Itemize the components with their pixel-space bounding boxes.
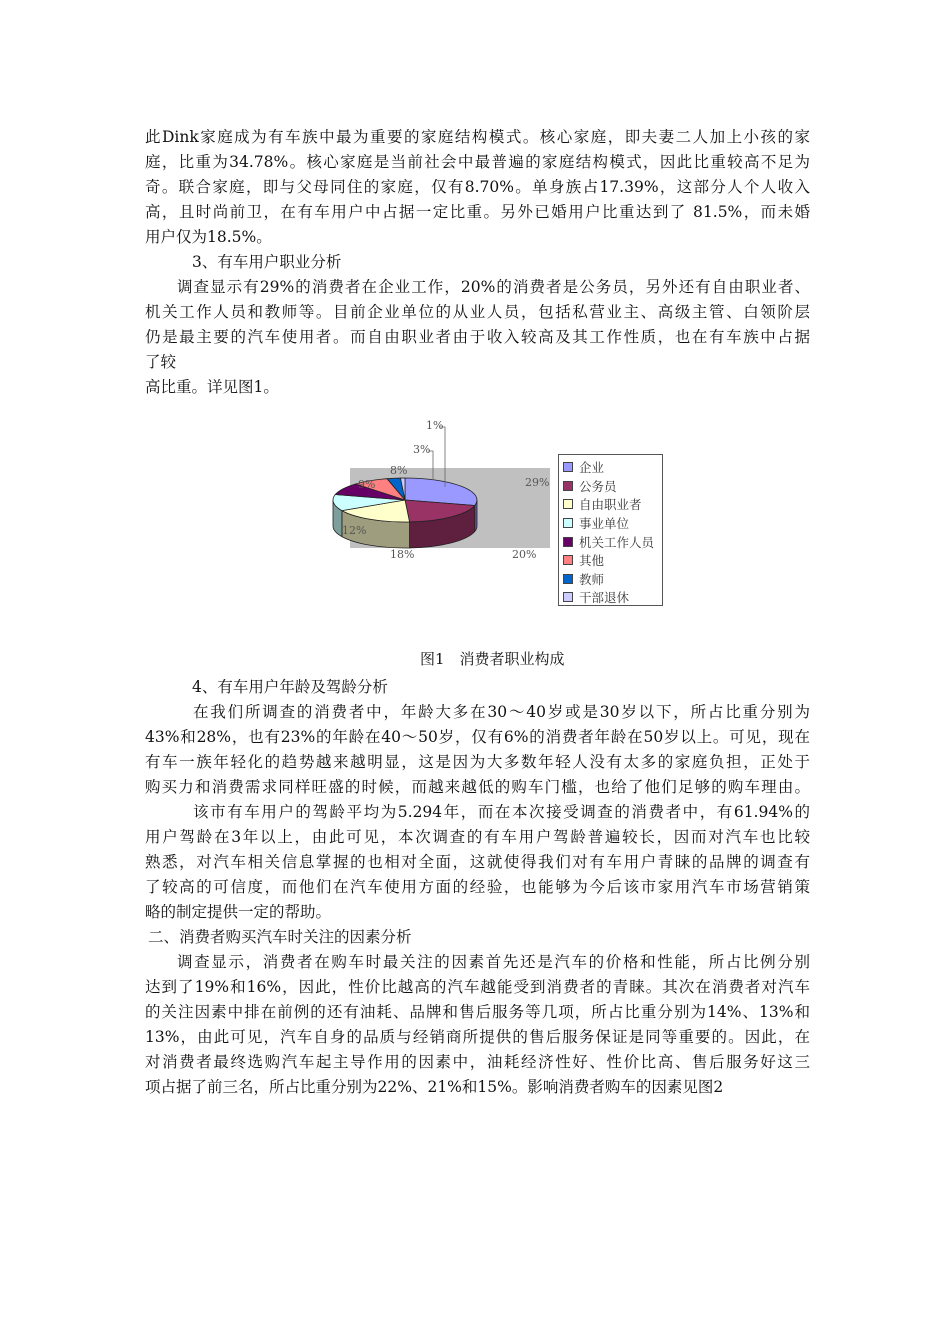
- occupation-pie-chart: [320, 408, 680, 618]
- data-label-事业单位: 12%: [342, 524, 367, 537]
- legend-item: [563, 514, 662, 533]
- figure-caption: 图1 消费者职业构成: [420, 650, 565, 668]
- legend-item: [563, 570, 662, 589]
- legend-label: 企业: [579, 460, 605, 476]
- text-line: 在我们所调查的消费者中，年龄大多在30～40岁或是30岁以下，所占比重分别为: [193, 703, 810, 721]
- text-line: 的关注因素中排在前例的还有油耗、品牌和售后服务等几项，所占比重分别为14%、13%和: [145, 1003, 810, 1021]
- text-line: 调查显示有29%的消费者在企业工作，20%的消费者是公务员，另外还有自由职业者、: [177, 278, 810, 296]
- text-line: 用户驾龄在3年以上，由此可见，本次调查的有车用户驾龄普遍较长，因而对汽车也比较: [145, 828, 810, 846]
- text-line: 此Dink家庭成为有车族中最为重要的家庭结构模式。核心家庭，即夫妻二人加上小孩的家: [145, 128, 810, 146]
- legend-item: [563, 477, 662, 496]
- legend-label: 教师: [579, 571, 605, 587]
- text-line: 高比重。详见图1。: [145, 378, 279, 396]
- legend-item: [563, 495, 662, 514]
- text-line: 达到了19%和16%，因此，性价比越高的汽车越能受到消费者的青睐。其次在消费者对汽车: [145, 978, 810, 996]
- legend-label: 其他: [579, 553, 605, 569]
- legend-swatch: [563, 462, 573, 472]
- legend-item: [563, 532, 662, 551]
- paragraph-purchase-factors: [145, 950, 810, 1100]
- legend-item: [563, 551, 662, 570]
- text-line: 对消费者最终选购汽车起主导作用的因素中，油耗经济性好、性价比高、售后服务好这三: [145, 1053, 810, 1071]
- legend-swatch: [563, 518, 573, 528]
- pie-chart-svg: [320, 408, 560, 618]
- legend-label: 事业单位: [579, 516, 630, 532]
- paragraph-occupation: [145, 275, 810, 400]
- data-label-公务员: 20%: [512, 548, 537, 561]
- data-label-干部退休: 1%: [426, 419, 444, 432]
- chart-legend: [558, 454, 663, 606]
- heading-occupation-analysis: 3、有车用户职业分析: [192, 253, 342, 271]
- text-line: 13%，由此可见，汽车自身的品质与经销商所提供的售后服务保证是同等重要的。因此，在: [145, 1028, 810, 1046]
- text-line: 该市有车用户的驾龄平均为5.294年，而在本次接受调查的消费者中，有61.94%的: [193, 803, 810, 821]
- text-line: 熟悉，对汽车相关信息掌握的也相对全面，这就使得我们对有车用户青睐的品牌的调查有: [145, 853, 810, 871]
- text-line: 仍是最主要的汽车使用者。而自由职业者由于收入较高及其工作性质，也在有车族中占据: [145, 328, 810, 346]
- legend-swatch: [563, 481, 573, 491]
- text-line: 了较高的可信度，而他们在汽车使用方面的经验，也能够为今后该市家用汽车市场营销策: [145, 878, 810, 896]
- text-line: 了较: [145, 353, 177, 371]
- legend-swatch: [563, 574, 573, 584]
- paragraph-family-structure: [145, 125, 810, 250]
- heading-purchase-factors: 二、消费者购买汽车时关注的因素分析: [148, 928, 412, 946]
- legend-item: [563, 458, 662, 477]
- pie-top-faces: [333, 478, 477, 522]
- data-label-其他: 8%: [390, 464, 408, 477]
- text-line: 43%和28%，也有23%的年龄在40～50岁，仅有6%的消费者年龄在50岁以上。可见，现在: [145, 728, 810, 746]
- paragraph-age: [145, 700, 810, 800]
- heading-age-analysis: 4、有车用户年龄及驾龄分析: [192, 678, 388, 696]
- data-label-教师: 3%: [413, 443, 431, 456]
- text-line: 用户仅为18.5%。: [145, 228, 272, 246]
- text-line: 高，且时尚前卫，在有车用户中占据一定比重。另外已婚用户比重达到了 81.5%，而未婚: [145, 203, 810, 221]
- legend-item: [563, 588, 662, 607]
- legend-swatch: [563, 555, 573, 565]
- data-label-企业: 29%: [525, 476, 550, 489]
- text-line: 奇。联合家庭，即与父母同住的家庭，仅有8.70%。单身族占17.39%，这部分人个人收入: [145, 178, 810, 196]
- data-label-自由职业者: 18%: [390, 548, 415, 561]
- text-line: 购买力和消费需求同样旺盛的时候，而越来越低的购车门槛，也给了他们足够的购车理由。: [145, 778, 810, 796]
- legend-label: 机关工作人员: [579, 534, 655, 550]
- text-line: 机关工作人员和教师等。目前企业单位的从业人员，包括私营业主、高级主管、白领阶层: [145, 303, 810, 321]
- legend-swatch: [563, 592, 573, 602]
- text-line: 项占据了前三名，所占比重分别为22%、21%和15%。影响消费者购车的因素见图2: [145, 1078, 724, 1096]
- text-line: 略的制定提供一定的帮助。: [145, 903, 332, 921]
- data-label-机关工作人员: 9%: [358, 478, 376, 491]
- legend-label: 自由职业者: [579, 497, 642, 513]
- text-line: 调查显示，消费者在购车时最关注的因素首先还是汽车的价格和性能，所占比例分别: [177, 953, 810, 971]
- legend-swatch: [563, 537, 573, 547]
- legend-label: 干部退休: [579, 590, 630, 606]
- paragraph-driving-years: [145, 800, 810, 925]
- text-line: 庭，比重为34.78%。核心家庭是当前社会中最普遍的家庭结构模式，因此比重较高不足为: [145, 153, 810, 171]
- text-line: 有车一族年轻化的趋势越来越明显，这是因为大多数年轻人没有太多的家庭负担，正处于: [145, 753, 810, 771]
- legend-label: 公务员: [579, 478, 617, 494]
- legend-swatch: [563, 499, 573, 509]
